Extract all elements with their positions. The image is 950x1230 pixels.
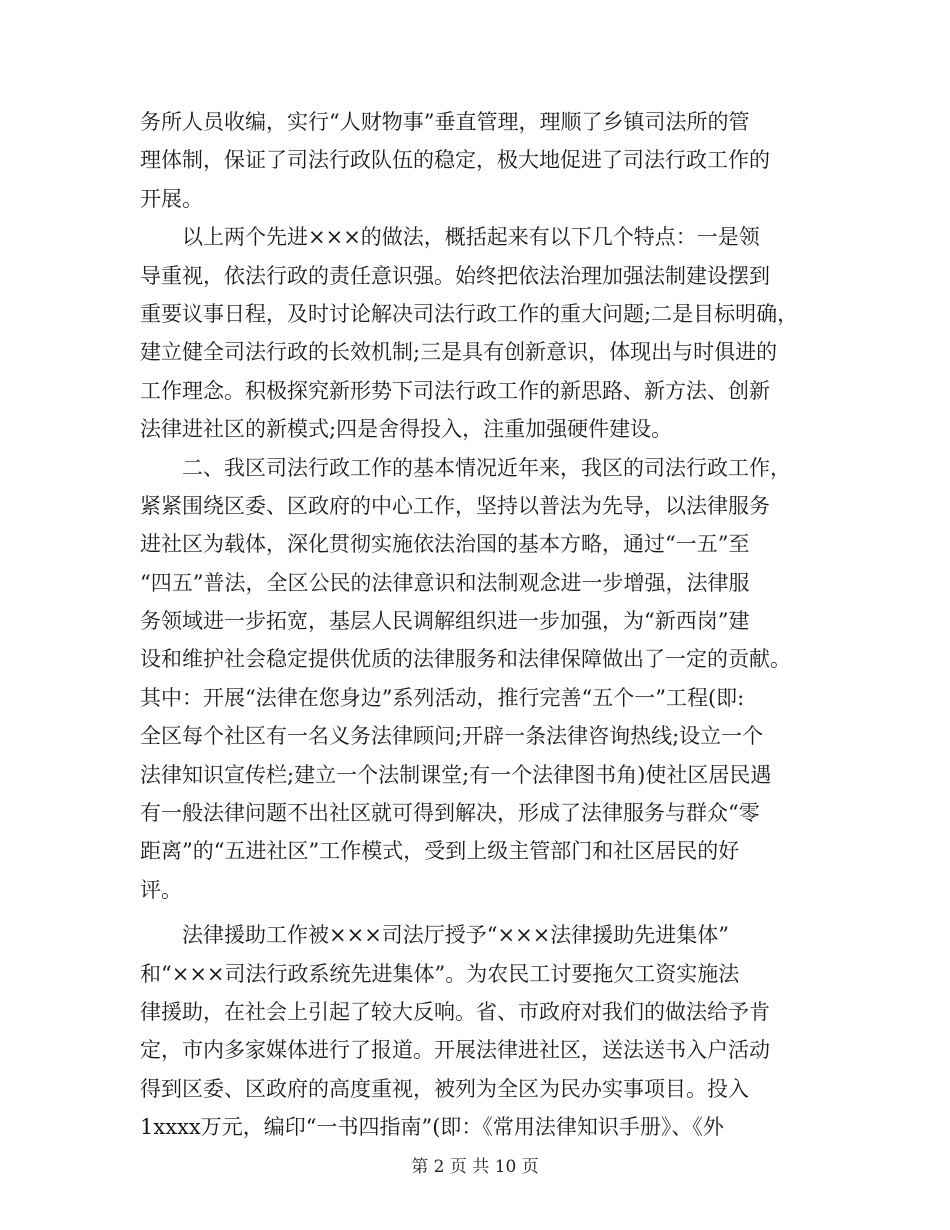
text-line: 定，市内多家媒体进行了报道。开展法律进社区，送法送书入户活动 [140, 1038, 770, 1063]
paragraph-1 [140, 103, 820, 218]
text-line: 以上两个先进×××的做法，概括起来有以下几个特点：一是领 [140, 225, 760, 250]
text-line: “四五”普法，全区公民的法律意识和法制观念进一步增强，法律服 [140, 570, 750, 595]
text-line: 务领域进一步拓宽，基层人民调解组织进一步加强，为“新西岗”建 [140, 609, 750, 634]
text-line: 其中：开展“法律在您身边”系列活动，推行完善“五个一”工程(即: [140, 685, 745, 710]
text-line: 法律援助工作被×××司法厅授予“×××法律援助先进集体” [140, 923, 730, 948]
text-line: 1xxxx万元，编印“一书四指南”(即：《常用法律知识手册》、《外 [140, 1115, 724, 1140]
text-line: 开展。 [140, 186, 203, 211]
text-line: 理体制，保证了司法行政队伍的稳定，极大地促进了司法行政工作的 [140, 148, 770, 173]
page-number-footer: 第 2 页 共 10 页 [411, 1157, 539, 1177]
text-line: 设和维护社会稳定提供优质的法律服务和法律保障做出了一定的贡献。 [140, 647, 791, 672]
text-line: 法律知识宣传栏;建立一个法制课堂;有一个法律图书角)使社区居民遇 [140, 762, 772, 787]
text-line: 评。 [140, 877, 182, 902]
text-line: 律援助，在社会上引起了较大反响。省、市政府对我们的做法给予肯 [140, 999, 770, 1024]
document-body [140, 103, 820, 1147]
text-line: 二、我区司法行政工作的基本情况近年来，我区的司法行政工作， [140, 455, 791, 480]
text-line: 务所人员收编，实行“人财物事”垂直管理，理顺了乡镇司法所的管 [140, 110, 750, 134]
paragraph-3 [140, 449, 820, 910]
text-line: 重要议事日程，及时讨论解决司法行政工作的重大问题;二是目标明确， [140, 301, 799, 326]
text-line: 得到区委、区政府的高度重视，被列为全区为民办实事项目。投入 [140, 1076, 749, 1101]
text-line: 紧紧围绕区委、区政府的中心工作，坚持以普法为先导，以法律服务 [140, 493, 770, 518]
text-line: 工作理念。积极探究新形势下司法行政工作的新思路、新方法、创新 [140, 378, 770, 403]
paragraph-4 [140, 916, 820, 1146]
text-line: 距离”的“五进社区”工作模式，受到上级主管部门和社区居民的好 [140, 839, 740, 864]
text-line: 法律进社区的新模式;四是舍得投入，注重加强硬件建设。 [140, 417, 673, 442]
text-line: 有一般法律问题不出社区就可得到解决，形成了法律服务与群众“零 [140, 801, 760, 826]
text-line: 导重视，依法行政的责任意识强。始终把依法治理加强法制建设摆到 [140, 263, 770, 288]
text-line: 和“×××司法行政系统先进集体”。为农民工讨要拖欠工资实施法 [140, 961, 740, 986]
paragraph-2 [140, 218, 820, 448]
text-line: 进社区为载体，深化贯彻实施依法治国的基本方略，通过“一五”至 [140, 532, 750, 557]
text-line: 建立健全司法行政的长效机制;三是具有创新意识，体现出与时俱进的 [140, 340, 778, 365]
text-line: 全区每个社区有一名义务法律顾问;开辟一条法律咨询热线;设立一个 [140, 724, 764, 749]
